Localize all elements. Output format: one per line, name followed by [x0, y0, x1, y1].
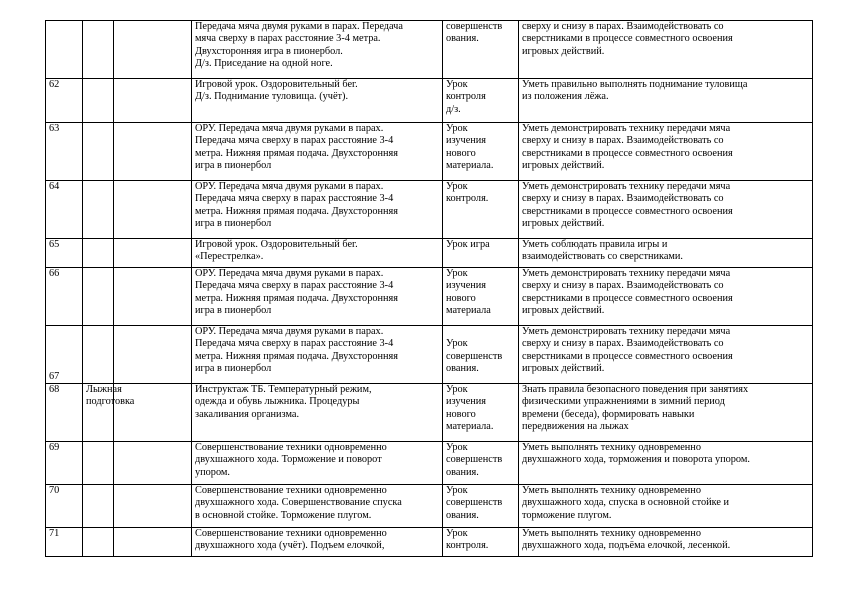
- lesson-content-cell: [192, 485, 443, 528]
- lesson-content-line: упором.: [195, 466, 230, 478]
- expected-result-line: двухшажного хода, спуска в основной стойке и: [522, 497, 730, 509]
- lesson-content-cell: [192, 442, 443, 485]
- empty-cell: [114, 326, 192, 384]
- lesson-content-line: метра. Нижняя прямая подача. Двухсторонняя: [195, 205, 398, 217]
- expected-result-line: двухшажного хода, подъёма елочкой, лесенкой.: [522, 540, 731, 552]
- section-cell: [83, 326, 114, 384]
- section-cell: [83, 123, 114, 181]
- table-row: [46, 181, 813, 239]
- lesson-content-line: ОРУ. Передача мяча двумя руками в парах.: [195, 123, 384, 134]
- lesson-type-line: Урок: [446, 181, 468, 192]
- table-row: [46, 326, 813, 384]
- section-cell: [83, 239, 114, 268]
- lesson-content-line: Совершенствование техники одновременно: [195, 442, 387, 453]
- lesson-type-cell: [443, 123, 519, 181]
- lesson-content-cell: [192, 79, 443, 123]
- expected-result-line: Уметь выполнять технику одновременно: [522, 442, 701, 453]
- lesson-type-line: материала.: [446, 160, 494, 172]
- expected-result-line: Знать правила безопасного поведения при занятиях: [522, 384, 749, 395]
- lesson-number-line: 63: [49, 123, 60, 134]
- lesson-type-line: нового: [446, 292, 476, 304]
- lesson-content-line: ОРУ. Передача мяча двумя руками в парах.: [195, 181, 384, 192]
- expected-result-line: сверху и снизу в парах. Взаимодействовать со: [522, 280, 724, 292]
- lesson-content-line: двухшажного хода. Торможение и поворот: [195, 454, 382, 466]
- expected-result-line: Уметь демонстрировать технику передачи мяча: [522, 326, 731, 337]
- lesson-number-line: 66: [49, 268, 60, 279]
- empty-cell: [114, 21, 192, 79]
- lesson-content-line: игра в пионербол: [195, 305, 272, 317]
- empty-cell: [114, 79, 192, 123]
- lesson-type-line: нового: [446, 147, 476, 159]
- lesson-number-cell: [46, 485, 83, 528]
- lesson-content-cell: [192, 326, 443, 384]
- lesson-type-line: [446, 326, 516, 338]
- expected-result-line: сверху и снизу в парах. Взаимодействовать со: [522, 21, 724, 32]
- lesson-type-line: контроля.: [446, 193, 489, 205]
- lesson-type-line: Урок: [446, 442, 468, 453]
- lesson-type-cell: [443, 181, 519, 239]
- expected-result-line: игровых действий.: [522, 45, 605, 57]
- section-line: Лыжная: [86, 384, 122, 395]
- lesson-type-line: изучения: [446, 280, 487, 292]
- table-row: [46, 239, 813, 268]
- expected-result-cell: [519, 442, 813, 485]
- expected-result-line: двухшажного хода, торможения и поворота упором.: [522, 454, 750, 466]
- lesson-content-line: метра. Нижняя прямая подача. Двухсторонняя: [195, 292, 398, 304]
- lesson-content-line: Передача мяча сверху в парах расстояние 3-4: [195, 280, 394, 292]
- expected-result-cell: [519, 268, 813, 326]
- lesson-content-line: Передача мяча сверху в парах расстояние 3-4: [195, 193, 394, 205]
- empty-cell: [114, 268, 192, 326]
- table-row: [46, 442, 813, 485]
- lesson-type-line: Урок: [446, 485, 468, 496]
- lesson-number-line: 71: [49, 528, 60, 539]
- lesson-number-cell: [46, 239, 83, 268]
- lesson-content-line: одежда и обувь лыжника. Процедуры: [195, 396, 360, 408]
- lesson-type-line: Урок: [446, 123, 468, 134]
- lesson-type-line: ования.: [446, 466, 479, 478]
- lesson-content-line: двухшажного хода. Совершенствование спуска: [195, 497, 402, 509]
- lesson-type-cell: [443, 326, 519, 384]
- lesson-content-line: Игровой урок. Оздоровительный бег.: [195, 79, 358, 90]
- lesson-type-cell: [443, 239, 519, 268]
- table-row: [46, 384, 813, 442]
- lesson-number-line: 68: [49, 384, 60, 395]
- empty-cell: [114, 384, 192, 442]
- lesson-content-cell: [192, 384, 443, 442]
- empty-cell: [114, 528, 192, 557]
- expected-result-line: сверстниками в процессе совместного освоения: [522, 205, 733, 217]
- expected-result-line: Уметь выполнять технику одновременно: [522, 528, 701, 539]
- lesson-number-line: 65: [49, 239, 60, 250]
- section-cell: [83, 528, 114, 557]
- lesson-content-line: Игровой урок. Оздоровительный бег.: [195, 239, 358, 250]
- table-row: [46, 123, 813, 181]
- lesson-number-line: 69: [49, 442, 60, 453]
- lesson-plan-table: [45, 20, 813, 557]
- lesson-content-line: игра в пионербол: [195, 218, 272, 230]
- lesson-number-cell: [46, 528, 83, 557]
- expected-result-line: времени (беседа), формировать навыки: [522, 408, 695, 420]
- expected-result-line: сверху и снизу в парах. Взаимодействовать со: [522, 135, 724, 147]
- empty-cell: [114, 442, 192, 485]
- lesson-type-line: совершенств: [446, 350, 503, 362]
- section-cell: [83, 79, 114, 123]
- expected-result-line: игровых действий.: [522, 363, 605, 375]
- table-row: [46, 485, 813, 528]
- lesson-content-line: Передача мяча двумя руками в парах. Передача: [195, 21, 403, 32]
- lesson-number-cell: [46, 21, 83, 79]
- expected-result-line: сверстниками в процессе совместного освоения: [522, 147, 733, 159]
- lesson-number-line: 67: [49, 370, 60, 382]
- lesson-type-cell: [443, 528, 519, 557]
- expected-result-line: Уметь соблюдать правила игры и: [522, 239, 668, 250]
- lesson-type-line: контроля.: [446, 540, 489, 552]
- lesson-content-cell: [192, 181, 443, 239]
- section-cell: [83, 268, 114, 326]
- lesson-type-line: изучения: [446, 135, 487, 147]
- expected-result-cell: [519, 528, 813, 557]
- lesson-content-line: Двухсторонняя игра в пионербол.: [195, 45, 343, 57]
- lesson-type-line: Урок: [446, 268, 468, 279]
- lesson-content-line: ОРУ. Передача мяча двумя руками в парах.: [195, 326, 384, 337]
- lesson-content-cell: [192, 123, 443, 181]
- expected-result-line: игровых действий.: [522, 160, 605, 172]
- lesson-type-line: материала.: [446, 421, 494, 433]
- lesson-content-line: Д/з. Приседание на одной ноге.: [195, 58, 333, 70]
- lesson-type-cell: [443, 21, 519, 79]
- expected-result-cell: [519, 326, 813, 384]
- lesson-type-line: изучения: [446, 396, 487, 408]
- expected-result-cell: [519, 239, 813, 268]
- empty-cell: [114, 485, 192, 528]
- lesson-content-line: Инструктаж ТБ. Температурный режим,: [195, 384, 372, 395]
- expected-result-line: Уметь выполнять технику одновременно: [522, 485, 701, 496]
- lesson-content-line: закаливания организма.: [195, 408, 300, 420]
- lesson-number-cell: [46, 123, 83, 181]
- lesson-type-line: совершенств: [446, 454, 503, 466]
- lesson-number-cell: [46, 326, 83, 384]
- lesson-content-line: Д/з. Поднимание туловища. (учёт).: [195, 91, 349, 103]
- empty-cell: [114, 181, 192, 239]
- lesson-type-cell: [443, 485, 519, 528]
- lesson-content-line: «Перестрелка».: [195, 251, 264, 263]
- lesson-type-line: ования.: [446, 33, 479, 45]
- expected-result-line: Уметь демонстрировать технику передачи мяча: [522, 123, 731, 134]
- lesson-content-line: Передача мяча сверху в парах расстояние 3-4: [195, 338, 394, 350]
- expected-result-line: физическими упражнениями в зимний период: [522, 396, 725, 408]
- expected-result-line: сверху и снизу в парах. Взаимодействовать со: [522, 338, 724, 350]
- lesson-number-cell: [46, 442, 83, 485]
- lesson-number-line: 70: [49, 485, 60, 496]
- table-row: [46, 268, 813, 326]
- lesson-type-cell: [443, 442, 519, 485]
- lesson-content-line: метра. Нижняя прямая подача. Двухсторонняя: [195, 350, 398, 362]
- lesson-type-line: ования.: [446, 509, 479, 521]
- expected-result-cell: [519, 384, 813, 442]
- lesson-content-line: Совершенствование техники одновременно: [195, 528, 387, 539]
- expected-result-line: сверстниками в процессе совместного освоения: [522, 292, 733, 304]
- lesson-type-line: материала: [446, 305, 491, 317]
- lesson-number-cell: [46, 384, 83, 442]
- lesson-type-line: Урок игра: [446, 239, 490, 250]
- lesson-number-line: 62: [49, 79, 60, 90]
- lesson-content-line: метра. Нижняя прямая подача. Двухсторонняя: [195, 147, 398, 159]
- expected-result-line: игровых действий.: [522, 218, 605, 230]
- lesson-type-line: д/з.: [446, 103, 461, 115]
- lesson-content-line: мяча сверху в парах расстояние 3-4 метра.: [195, 33, 381, 45]
- lesson-content-line: двухшажного хода (учёт). Подъем елочкой,: [195, 540, 385, 552]
- expected-result-cell: [519, 123, 813, 181]
- lesson-type-cell: [443, 79, 519, 123]
- expected-result-cell: [519, 79, 813, 123]
- lesson-type-line: Урок: [446, 79, 468, 90]
- expected-result-line: Уметь демонстрировать технику передачи мяча: [522, 268, 731, 279]
- lesson-type-line: совершенств: [446, 497, 503, 509]
- expected-result-line: игровых действий.: [522, 305, 605, 317]
- section-line: подготовка: [86, 396, 135, 408]
- lesson-type-line: ования.: [446, 363, 479, 375]
- lesson-content-line: ОРУ. Передача мяча двумя руками в парах.: [195, 268, 384, 279]
- expected-result-line: торможение плугом.: [522, 509, 612, 521]
- empty-cell: [114, 239, 192, 268]
- section-cell: [83, 442, 114, 485]
- empty-cell: [114, 123, 192, 181]
- lesson-type-line: Урок: [446, 528, 468, 539]
- section-cell: [83, 384, 135, 442]
- section-cell: [83, 181, 114, 239]
- expected-result-line: Уметь демонстрировать технику передачи мяча: [522, 181, 731, 192]
- lesson-number-cell: [46, 268, 83, 326]
- lesson-type-cell: [443, 268, 519, 326]
- expected-result-line: сверху и снизу в парах. Взаимодействовать со: [522, 193, 724, 205]
- lesson-content-line: в основной стойке. Торможение плугом.: [195, 509, 372, 521]
- expected-result-line: передвижения на лыжах: [522, 421, 629, 433]
- lesson-content-line: игра в пионербол: [195, 160, 272, 172]
- lesson-content-line: игра в пионербол: [195, 363, 272, 375]
- lesson-content-line: Передача мяча сверху в парах расстояние 3-4: [195, 135, 394, 147]
- lesson-number-cell: [46, 181, 83, 239]
- table-row: [46, 21, 813, 79]
- expected-result-line: сверстниками в процессе совместного освоения: [522, 350, 733, 362]
- lesson-number-line: 64: [49, 181, 60, 192]
- lesson-content-line: Совершенствование техники одновременно: [195, 485, 387, 496]
- section-cell: [83, 21, 114, 79]
- table-row: [46, 79, 813, 123]
- lesson-number-cell: [46, 79, 83, 123]
- lesson-type-line: контроля: [446, 91, 486, 103]
- lesson-content-cell: [192, 21, 443, 79]
- expected-result-line: взаимодействовать со сверстниками.: [522, 251, 683, 263]
- expected-result-cell: [519, 485, 813, 528]
- expected-result-cell: [519, 21, 813, 79]
- expected-result-line: из положения лёжа.: [522, 91, 609, 103]
- expected-result-cell: [519, 181, 813, 239]
- lesson-type-line: совершенств: [446, 21, 503, 32]
- lesson-type-line: Урок: [446, 338, 468, 350]
- lesson-type-cell: [443, 384, 519, 442]
- lesson-type-line: нового: [446, 408, 476, 420]
- lesson-content-cell: [192, 239, 443, 268]
- section-cell: [83, 485, 114, 528]
- expected-result-line: Уметь правильно выполнять поднимание туловища: [522, 79, 748, 90]
- lesson-content-cell: [192, 528, 443, 557]
- lesson-content-cell: [192, 268, 443, 326]
- expected-result-line: сверстниками в процессе совместного освоения: [522, 33, 733, 45]
- lesson-type-line: Урок: [446, 384, 468, 395]
- table-row: [46, 528, 813, 557]
